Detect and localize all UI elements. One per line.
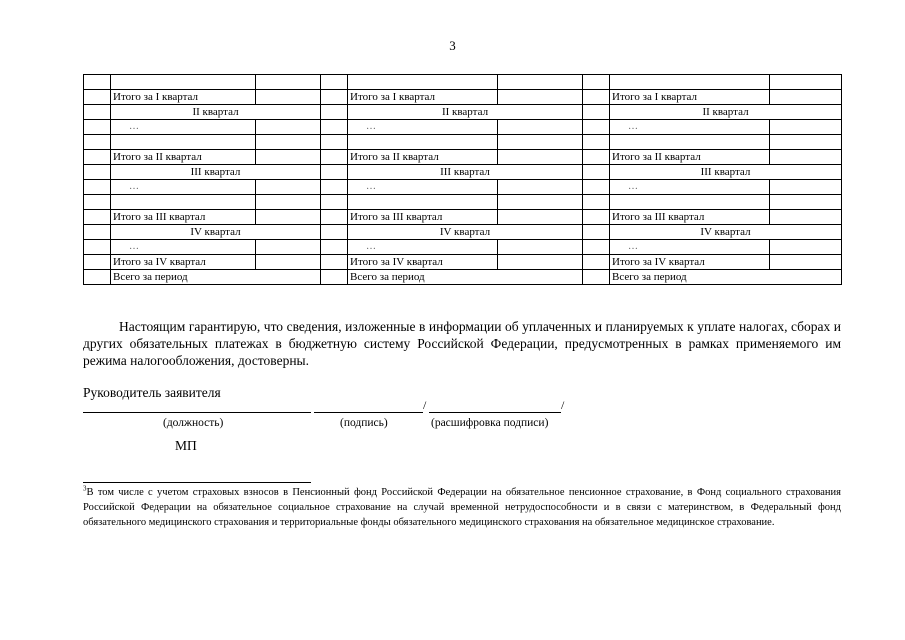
seal-mark: МП: [175, 438, 197, 453]
table-row: [84, 165, 842, 180]
total-q2-label: Итого за II квартал: [348, 150, 498, 165]
table-row: [84, 270, 842, 285]
table-row: [84, 135, 842, 150]
total-q1-label: Итого за I квартал: [610, 90, 770, 105]
ellipsis-cell: …: [348, 240, 498, 255]
quarter-4-header: IV квартал: [111, 225, 321, 240]
total-q4-label: Итого за IV квартал: [610, 255, 770, 270]
quarter-4-header: IV квартал: [348, 225, 583, 240]
footnote: [83, 485, 841, 530]
total-q2-label: Итого за II квартал: [610, 150, 770, 165]
total-q4-label: Итого за IV квартал: [111, 255, 256, 270]
total-q2-label: Итого за II квартал: [111, 150, 256, 165]
slash-separator: /: [561, 398, 565, 412]
quarter-2-header: II квартал: [111, 105, 321, 120]
quarter-2-header: II квартал: [348, 105, 583, 120]
ellipsis-cell: …: [610, 240, 770, 255]
table-row: [84, 90, 842, 105]
signature-decoding-caption: (расшифровка подписи): [431, 417, 549, 429]
page-number: 3: [449, 38, 456, 53]
table-row: [84, 195, 842, 210]
table-row: [84, 225, 842, 240]
head-of-applicant-label: Руководитель заявителя: [83, 385, 221, 400]
table-row: [84, 75, 842, 90]
quarter-3-header: III квартал: [348, 165, 583, 180]
ellipsis-cell: …: [610, 180, 770, 195]
ellipsis-cell: …: [111, 120, 256, 135]
footnote-divider: [83, 482, 311, 483]
grand-total-label: Всего за период: [610, 270, 842, 285]
signature-caption: (подпись): [340, 417, 388, 429]
total-q1-label: Итого за I квартал: [348, 90, 498, 105]
table-row: [84, 240, 842, 255]
signature-line: [314, 412, 423, 413]
total-q4-label: Итого за IV квартал: [348, 255, 498, 270]
quarter-3-header: III квартал: [610, 165, 842, 180]
table-row: [84, 105, 842, 120]
table-row: [84, 120, 842, 135]
footnote-mark: 3: [83, 484, 87, 493]
signature-decoding-line: [429, 412, 561, 413]
table-row: [84, 180, 842, 195]
payments-table: [83, 74, 842, 285]
total-q3-label: Итого за III квартал: [111, 210, 256, 225]
ellipsis-cell: …: [610, 120, 770, 135]
slash-separator: /: [423, 398, 427, 412]
quarter-3-header: III квартал: [111, 165, 321, 180]
total-q3-label: Итого за III квартал: [348, 210, 498, 225]
table-row: [84, 255, 842, 270]
position-caption: (должность): [163, 417, 224, 429]
ellipsis-cell: …: [111, 180, 256, 195]
position-line: [83, 412, 311, 413]
quarter-2-header: II квартал: [610, 105, 842, 120]
ellipsis-cell: …: [111, 240, 256, 255]
footnote-text: В том числе с учетом страховых взносов в Пенсионный фонд Российской Федерации на обязательное пенсионное страхование, в Фонд социального страхования Российской Федерации на обязательное социальное страхование на случай временной нетрудоспособности и в связи с материнством, в Федеральный фонд обязательного медицинского страхования и территориальные фонды обязательного медицинского страхования на обязательное медицинское страхование.: [83, 487, 841, 528]
quarter-4-header: IV квартал: [610, 225, 842, 240]
ellipsis-cell: …: [348, 120, 498, 135]
total-q1-label: Итого за I квартал: [111, 90, 256, 105]
ellipsis-cell: …: [348, 180, 498, 195]
grand-total-label: Всего за период: [111, 270, 321, 285]
guarantee-statement: Настоящим гарантирую, что сведения, изложенные в информации об уплаченных и планируемых к уплате налогах, сборах и других обязательных платежах в бюджетную систему Российской Федерации, предусмотренных в рамках применяемого им режима налогообложения, достоверны.: [83, 319, 841, 368]
grand-total-label: Всего за период: [348, 270, 583, 285]
total-q3-label: Итого за III квартал: [610, 210, 770, 225]
table-row: [84, 150, 842, 165]
table-row: [84, 210, 842, 225]
